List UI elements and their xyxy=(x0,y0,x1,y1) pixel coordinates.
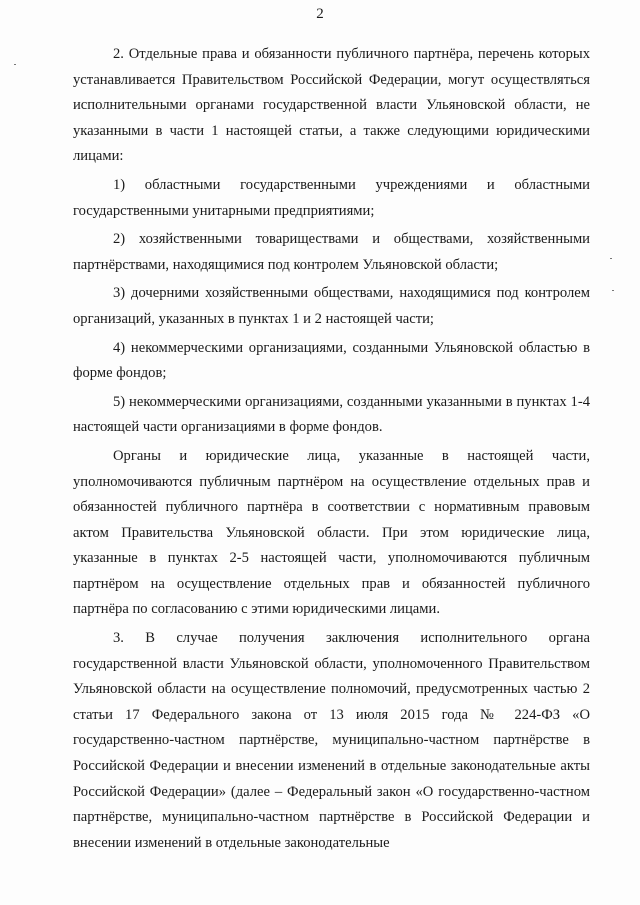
list-item-5: 5) некоммерческими организациями, созданными указанными в пунктах 1-4 настоящей части организациями в форме фондов. xyxy=(73,393,590,436)
paragraph-authorization: Органы и юридические лица, указанные в настоящей части, уполномочиваются публичным партнёром на осуществление отдельных прав и обязанностей публичного партнёра в соответствии с нормативным правовым актом Правительства Ульяновской области. При этом юридические лица, указанные в пунктах 2-5 настоящей части, уполномочиваются публичным партнёром на осуществление отдельных прав и обязанностей публичного партнёра по согласованию с этими юридическими лицами. xyxy=(73,447,590,618)
list-item-4: 4) некоммерческими организациями, созданными Ульяновской областью в форме фондов; xyxy=(73,339,590,382)
list-item-2: 2) хозяйственными товариществами и обществами, хозяйственными партнёрствами, находящимися под контролем Ульяновской области; xyxy=(73,231,590,273)
scan-speck xyxy=(612,290,614,291)
document-body xyxy=(73,42,590,856)
list-item-3: 3) дочерними хозяйственными обществами, находящимися под контролем организаций, указанных в пунктах 1 и 2 настоящей части; xyxy=(73,285,590,327)
page-number: 2 xyxy=(316,6,324,22)
paragraph-part-2: 2. Отдельные права и обязанности публичного партнёра, перечень которых устанавливается Правительством Российской Федерации, могут осуществляться исполнительными органами государственной власти Ульяновской области, не указанными в части 1 настоящей статьи, а также следующими юридическими лицами: xyxy=(73,46,590,165)
scan-speck xyxy=(14,64,16,65)
list-item-1: 1) областными государственными учреждениями и областными государственными унитарными предприятиями; xyxy=(73,176,590,219)
paragraph-part-3: 3. В случае получения заключения исполнительного органа государственной власти Ульяновской области, уполномоченного Правительством Ульяновской области на осуществление полномочий, предусмотренных частью 2 статьи 17 Федерального закона от 13 июля 2015 года № 224-ФЗ «О государственно-частном партнёрстве, муниципально-частном партнёрстве в Российской Федерации и внесении изменений в отдельные законодательные акты Российской Федерации» (далее – Федеральный закон «О государственно-частном партнёрстве, муниципально-частном партнёрстве в Российской Федерации и внесении изменений в отдельные законодательные xyxy=(73,630,590,851)
scan-speck xyxy=(610,258,612,259)
